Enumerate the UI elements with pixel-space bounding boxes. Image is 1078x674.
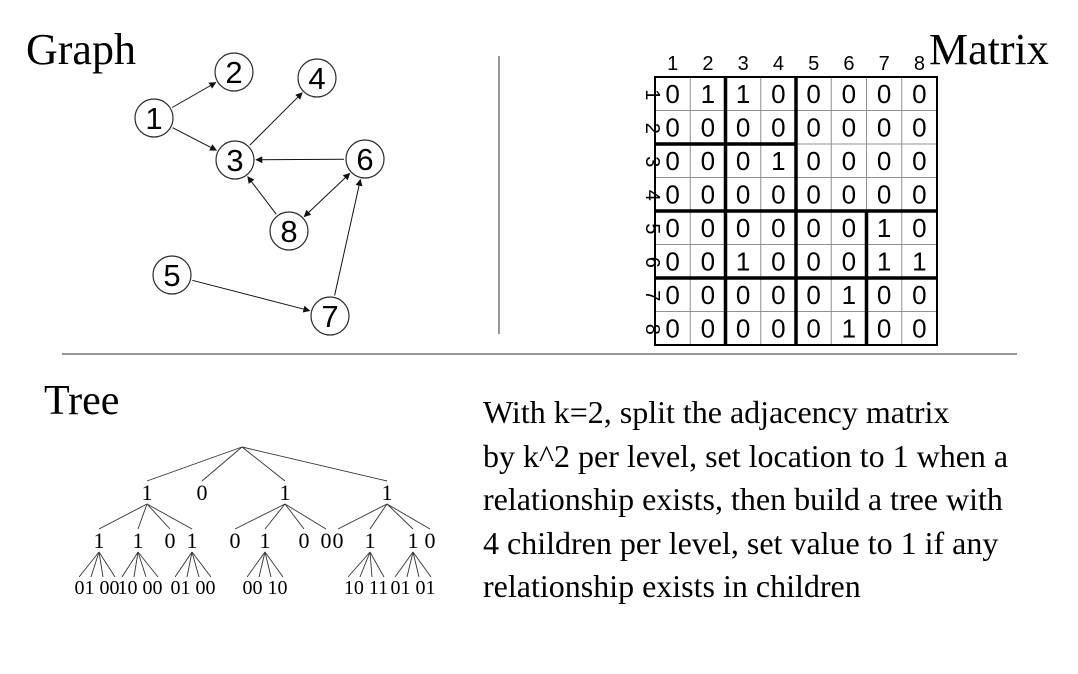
- matrix-cell-value: 0: [876, 112, 892, 143]
- graph-node-label: 1: [145, 101, 163, 136]
- graph-edge-6-3: [256, 159, 344, 160]
- tree-level2-node: 0: [164, 528, 176, 553]
- matrix-row-header: 5: [641, 223, 663, 235]
- graph-edge-7-6: [335, 180, 361, 296]
- matrix-row-header: 1: [641, 89, 663, 101]
- tree-leaf-bits: 00 10: [242, 577, 288, 599]
- matrix-cell-value: 0: [771, 279, 786, 310]
- matrix-cell-value: 0: [735, 279, 751, 310]
- matrix-cell-value: 1: [876, 212, 892, 243]
- matrix-row-header: 7: [641, 290, 663, 302]
- matrix-cell-value: 0: [912, 313, 927, 344]
- matrix-cell-value: 0: [841, 179, 857, 210]
- matrix-col-header: 4: [772, 53, 784, 75]
- matrix-cell-value: 0: [841, 78, 857, 109]
- matrix-cell-value: 0: [665, 78, 680, 109]
- matrix-cell-value: 0: [806, 179, 821, 210]
- matrix-cell-value: 1: [735, 246, 751, 277]
- matrix-cell-value: 0: [665, 145, 680, 176]
- tree-edge: [338, 504, 387, 529]
- matrix-section-title: Matrix: [929, 25, 1049, 74]
- matrix-cell-value: 0: [912, 112, 927, 143]
- graph-edge-1-2: [172, 83, 216, 108]
- tree-level2-node: 1: [186, 528, 198, 553]
- graph-node-label: 5: [163, 258, 181, 293]
- matrix-cell-value: 0: [771, 179, 786, 210]
- matrix-cell-value: 1: [912, 246, 927, 277]
- matrix-cell-value: 0: [665, 179, 680, 210]
- explanation-text: [483, 391, 1078, 609]
- tree-edge: [79, 552, 99, 577]
- matrix-row-header: 3: [641, 156, 663, 168]
- matrix-cell-value: 0: [735, 313, 751, 344]
- matrix-cell-value: 0: [806, 212, 821, 243]
- graph-edge-3-4: [250, 93, 302, 145]
- tree-edge: [265, 504, 285, 529]
- graph-node-label: 4: [308, 61, 326, 96]
- matrix-cell-value: 0: [912, 179, 927, 210]
- matrix-col-header: 7: [878, 53, 890, 75]
- tree-leaf-bits: 10 00: [117, 577, 163, 599]
- tree-edge: [147, 447, 242, 481]
- matrix-cell-value: 0: [700, 112, 716, 143]
- matrix-cell-value: 1: [735, 78, 751, 109]
- tree-section-title: Tree: [44, 378, 120, 424]
- matrix-cell-value: 0: [771, 112, 786, 143]
- matrix-cell-value: 1: [771, 145, 786, 176]
- matrix-row-header: 6: [641, 256, 663, 268]
- matrix-cell-value: 0: [700, 313, 716, 344]
- matrix-cell-value: 0: [876, 179, 892, 210]
- tree-edge: [147, 504, 192, 529]
- tree-level2-node: 1: [259, 528, 271, 553]
- tree-edge: [360, 552, 370, 577]
- graph-edge-6-8: [304, 173, 350, 216]
- tree-level2-node: 0: [320, 528, 332, 553]
- tree-leaf-bits: 01 00: [170, 577, 216, 599]
- matrix-col-header: 1: [667, 53, 679, 75]
- matrix-cell-value: 0: [806, 246, 821, 277]
- tree-edge: [192, 552, 211, 577]
- tree-level2-node: 1: [132, 528, 144, 553]
- tree-edge: [370, 504, 387, 529]
- graph-edge-8-3: [248, 177, 277, 215]
- matrix-cell-value: 0: [806, 78, 821, 109]
- tree-level1-node: 0: [196, 480, 208, 505]
- matrix-cell-value: 0: [806, 313, 821, 344]
- text-line: relationship exists in children: [483, 568, 861, 604]
- tree-edge: [192, 552, 199, 577]
- graph-node-label: 7: [321, 299, 339, 334]
- matrix-cell-value: 0: [735, 112, 751, 143]
- tree-level2-node: 0: [298, 528, 310, 553]
- matrix-row-header: 2: [641, 122, 663, 134]
- tree-edge: [138, 552, 158, 577]
- text-line: With k=2, split the adjacency matrix: [483, 394, 950, 430]
- matrix-cell-value: 0: [912, 78, 927, 109]
- tree-level2-node: 1: [364, 528, 376, 553]
- matrix-cell-value: 0: [735, 212, 751, 243]
- tree-edge: [285, 504, 326, 529]
- matrix-cell-value: 0: [771, 78, 786, 109]
- directed-graph-figure: [0, 0, 520, 360]
- tree-level2-node: 1: [407, 528, 419, 553]
- matrix-col-header: 5: [808, 53, 820, 75]
- graph-edge-1-3: [173, 128, 217, 151]
- matrix-cell-value: 0: [665, 112, 680, 143]
- matrix-cell-value: 0: [841, 212, 857, 243]
- matrix-cell-value: 0: [735, 179, 751, 210]
- tree-leaf-bits: 10 11: [343, 577, 389, 599]
- matrix-cell-value: 0: [700, 212, 716, 243]
- tree-edge: [138, 552, 146, 577]
- matrix-cell-value: 0: [876, 313, 892, 344]
- tree-edge: [235, 504, 285, 529]
- matrix-cell-value: 0: [841, 112, 857, 143]
- matrix-cell-value: 1: [841, 279, 857, 310]
- matrix-cell-value: 0: [700, 246, 716, 277]
- matrix-col-header: 8: [913, 53, 925, 75]
- matrix-cell-value: 0: [771, 313, 786, 344]
- matrix-row-header: 4: [641, 189, 663, 201]
- matrix-cell-value: 1: [876, 246, 892, 277]
- tree-edge: [285, 504, 304, 529]
- graph-node-label: 2: [225, 55, 243, 90]
- matrix-cell-value: 0: [700, 145, 716, 176]
- matrix-col-header: 2: [702, 53, 714, 75]
- tree-edge: [91, 552, 99, 577]
- tree-leaf-bits: 01 00: [74, 577, 120, 599]
- matrix-cell-value: 0: [876, 145, 892, 176]
- matrix-cell-value: 1: [700, 78, 716, 109]
- tree-leaf-bits: 01 01: [390, 577, 436, 599]
- graph-node-label: 3: [226, 143, 244, 178]
- text-line: relationship exists, then build a tree with: [483, 481, 1003, 517]
- matrix-cell-value: 0: [912, 212, 927, 243]
- matrix-cell-value: 0: [806, 112, 821, 143]
- graph-edge-5-7: [192, 280, 309, 310]
- matrix-cell-value: 0: [665, 246, 680, 277]
- matrix-cell-value: 0: [771, 246, 786, 277]
- matrix-cell-value: 0: [665, 212, 680, 243]
- tree-level2-node: 1: [93, 528, 105, 553]
- tree-level2-node: 0: [332, 528, 344, 553]
- matrix-col-header: 6: [843, 53, 855, 75]
- tree-level2-node: 0: [424, 528, 436, 553]
- matrix-cell-value: 1: [841, 313, 857, 344]
- graph-node-label: 6: [356, 142, 374, 177]
- tree-edge: [202, 447, 242, 481]
- tree-level1-node: 1: [279, 480, 291, 505]
- text-line: 4 children per level, set value to 1 if any: [483, 524, 999, 561]
- matrix-cell-value: 0: [806, 145, 821, 176]
- text-line: by k^2 per level, set location to 1 when a: [483, 437, 1009, 474]
- matrix-cell-value: 0: [912, 145, 927, 176]
- matrix-cell-value: 0: [806, 279, 821, 310]
- matrix-cell-value: 0: [841, 145, 857, 176]
- tree-level1-node: 1: [141, 480, 153, 505]
- graph-node-label: 8: [280, 214, 298, 249]
- tree-edge: [147, 504, 170, 529]
- matrix-cell-value: 0: [700, 279, 716, 310]
- matrix-cell-value: 0: [912, 279, 927, 310]
- matrix-cell-value: 0: [771, 212, 786, 243]
- tree-edge: [348, 552, 370, 577]
- matrix-cell-value: 0: [876, 279, 892, 310]
- matrix-cell-value: 0: [665, 279, 680, 310]
- k2-tree-figure: [40, 428, 470, 613]
- matrix-col-header: 3: [737, 53, 749, 75]
- tree-level2-node: 0: [229, 528, 241, 553]
- matrix-cell-value: 0: [700, 179, 716, 210]
- graph-section-title: Graph: [26, 25, 136, 74]
- matrix-cell-value: 0: [735, 145, 751, 176]
- matrix-cell-value: 0: [876, 78, 892, 109]
- matrix-cell-value: 0: [841, 246, 857, 277]
- matrix-row-header: 8: [641, 323, 663, 335]
- tree-level1-node: 1: [381, 480, 393, 505]
- adjacency-matrix-figure: [610, 50, 955, 355]
- matrix-cell-value: 0: [665, 313, 680, 344]
